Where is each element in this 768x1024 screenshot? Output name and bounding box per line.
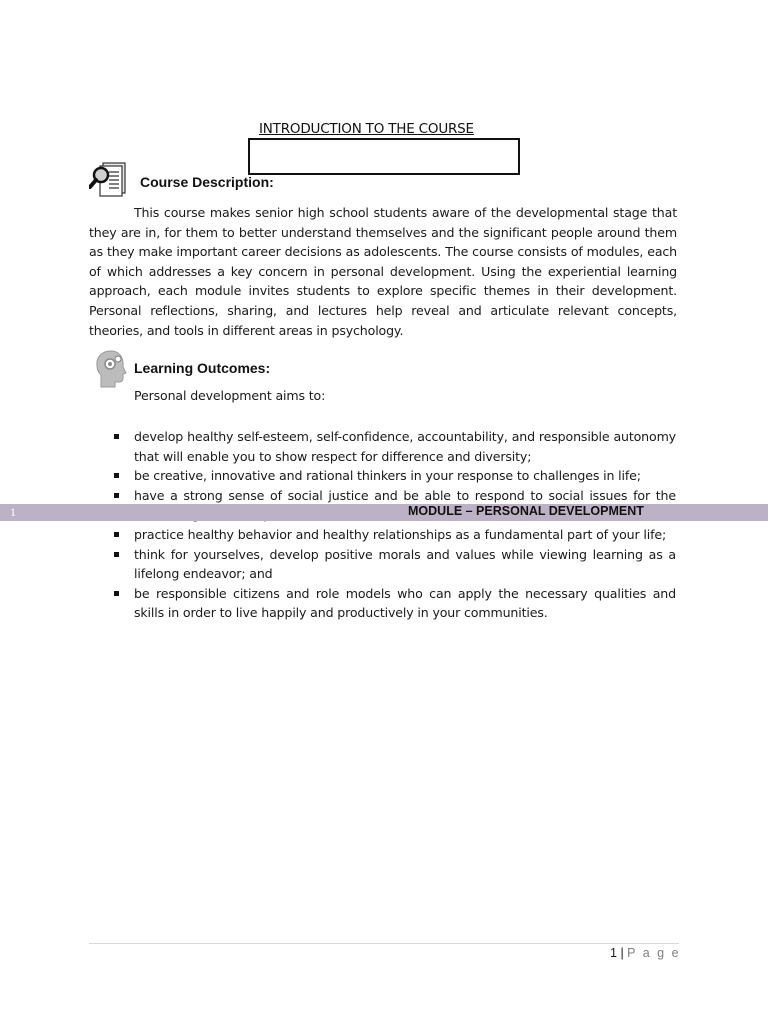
page-title: INTRODUCTION TO THE COURSE bbox=[259, 121, 474, 137]
learning-outcomes-list bbox=[134, 427, 676, 623]
footer-page-number: 1 bbox=[610, 946, 617, 960]
list-item bbox=[134, 427, 676, 466]
learning-outcomes-intro: Personal development aims to: bbox=[134, 388, 326, 403]
list-item-text: have a strong sense of social justice and be able to respond to social issues for the bbox=[134, 487, 676, 503]
title-box bbox=[248, 138, 520, 175]
list-item-text: develop healthy self-esteem, self-confidence, accountability, and responsible autonomy that will enable you to show respect for difference and diversity; bbox=[134, 429, 676, 464]
learning-outcomes-heading: Learning Outcomes: bbox=[134, 360, 271, 376]
bullet-icon bbox=[114, 591, 119, 596]
magnifier-on-document-icon bbox=[89, 160, 129, 200]
list-item bbox=[134, 466, 676, 486]
bullet-icon bbox=[114, 473, 119, 478]
bullet-icon bbox=[114, 552, 119, 557]
list-item-text: think for yourselves, develop positive morals and values while viewing learning as a lifelong endeavor; and bbox=[134, 546, 676, 582]
list-item bbox=[134, 584, 676, 623]
list-item bbox=[134, 545, 676, 584]
bullet-icon bbox=[114, 434, 119, 439]
bullet-icon bbox=[114, 532, 119, 537]
course-description-paragraph: This course makes senior high school students aware of the developmental stage that they are in, for them to better understand themselves and the significant people around them as they make important career decisions as adolescents. The course consists of modules, each of which addresses a key concern in personal development. Using the experiential learning approach, each module invites students to explore specific themes in their development. Personal reflections, sharing, and lectures help reveal and articulate relevant concepts, theories, and tools in different areas in psychology. bbox=[89, 205, 677, 338]
bullet-icon bbox=[114, 493, 119, 498]
list-item bbox=[134, 525, 676, 545]
footer-separator: | bbox=[620, 946, 624, 960]
head-with-gears-icon bbox=[94, 349, 128, 389]
list-item-text: be creative, innovative and rational thinkers in your response to challenges in life; bbox=[134, 468, 641, 484]
module-header-band bbox=[0, 504, 768, 521]
course-description-heading: Course Description: bbox=[140, 174, 274, 190]
page-footer bbox=[610, 946, 681, 960]
footer-page-label: P a g e bbox=[627, 946, 681, 960]
module-title: MODULE – PERSONAL DEVELOPMENT bbox=[408, 504, 644, 518]
list-item-text: be responsible citizens and role models who can apply the necessary qualities and skills in order to live happily and productively in your communities. bbox=[134, 585, 676, 621]
header-page-number: 1 bbox=[10, 505, 16, 519]
list-item-text: practice healthy behavior and healthy relationships as a fundamental part of your life; bbox=[134, 526, 667, 542]
footer-divider bbox=[89, 943, 679, 944]
